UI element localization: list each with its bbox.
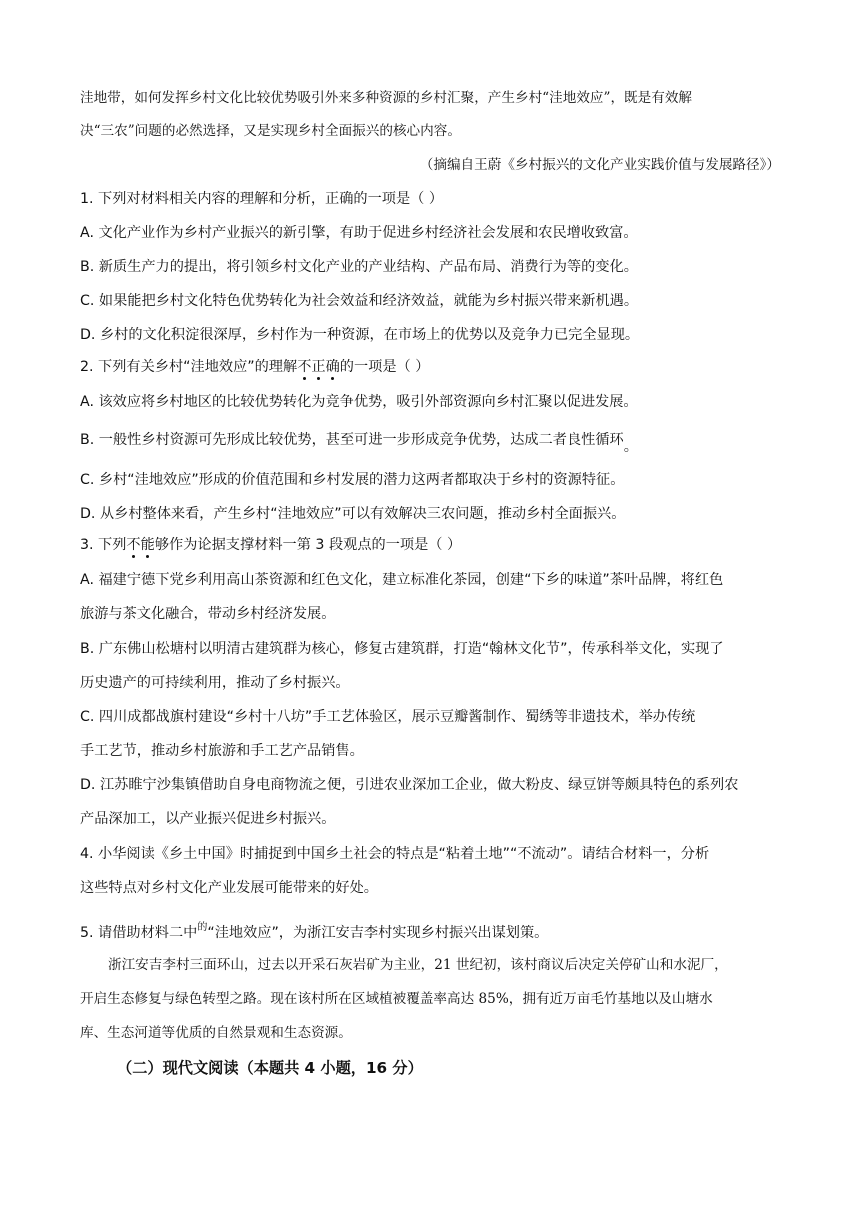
- passage-line: 决“三农”问题的必然选择，又是实现乡村全面振兴的核心内容。: [80, 123, 461, 139]
- stem-text: “洼地效应”，为浙江安吉李村实现乡村振兴出谋划策。: [207, 925, 549, 941]
- question-1-option-d: D. 乡村的文化积淀很深厚，乡村作为一种资源，在市场上的优势以及竞争力已完全显现。: [80, 327, 640, 343]
- question-3-option-c: C. 四川成都战旗村建设“乡村十八坊”手工艺体验区，展示豆瓣酱制作、蜀绣等非遗技术，举办传统: [80, 709, 696, 725]
- stem-text: 够作为论据支撑材料一第 3 段观点的一项是（ ）: [154, 537, 462, 553]
- question-1-option-c: C. 如果能把乡村文化特色优势转化为社会效益和经济效益，就能为乡村振兴带来新机遇。: [80, 293, 639, 309]
- question-5-material: 浙江安吉李村三面环山，过去以开采石灰岩矿为主业，21 世纪初，该村商议后决定关停矿山和水泥厂，: [108, 957, 728, 973]
- question-1-stem: 1. 下列对材料相关内容的理解和分析，正确的一项是（ ）: [80, 191, 444, 207]
- question-5-stem: [80, 918, 548, 943]
- emphasis-char: 能: [140, 537, 155, 553]
- stem-text: 的一项是（ ）: [339, 359, 430, 375]
- emphasis-char: 确: [325, 359, 340, 375]
- stem-text: 3. 下列: [80, 537, 127, 553]
- question-3-option-a: A. 福建宁德下党乡利用高山茶资源和红色文化，建立标准化茶园，创建“下乡的味道”茶叶品牌，将红色: [80, 572, 724, 588]
- question-3-option-c-cont: 手工艺节，推动乡村旅游和手工艺产品销售。: [80, 743, 364, 759]
- question-4-stem: 4. 小华阅读《乡土中国》时捕捉到中国乡土社会的特点是“粘着土地”“不流动”。请结合材料一，分析: [80, 846, 710, 862]
- option-end-mark: 。: [623, 439, 638, 455]
- question-2-option-d: D. 从乡村整体来看，产生乡村“洼地效应”可以有效解决三农问题，推动乡村全面振兴。: [80, 506, 626, 522]
- question-5-material-cont: 开启生态修复与绿色转型之路。现在该村所在区域植被覆盖率高达 85%，拥有近万亩毛竹基地以及山塘水: [80, 991, 713, 1007]
- passage-source: （摘编自王蔚《乡村振兴的文化产业实践价值与发展路径》）: [419, 157, 780, 173]
- question-4-stem-cont: 这些特点对乡村文化产业发展可能带来的好处。: [80, 880, 378, 896]
- emphasis-char: 正: [311, 359, 326, 375]
- question-2-option-b: [80, 430, 638, 455]
- section-heading: （二）现代文阅读（本题共 4 小题，16 分）: [117, 1059, 423, 1077]
- question-1-option-b: B. 新质生产力的提出，将引领乡村文化产业的产业结构、产品布局、消费行为等的变化。: [80, 259, 638, 275]
- passage-line: 洼地带，如何发挥乡村文化比较优势吸引外来多种资源的乡村汇聚，产生乡村“洼地效应”，既是有效解: [80, 90, 693, 106]
- stem-text: 5. 请借助材料二中: [80, 925, 198, 941]
- question-3-option-d-cont: 产品深加工，以产业振兴促进乡村振兴。: [80, 811, 336, 827]
- question-3-option-b: B. 广东佛山松塘村以明清古建筑群为核心，修复古建筑群，打造“翰林文化节”，传承科举文化，实现了: [80, 641, 724, 657]
- option-text: B. 一般性乡村资源可先形成比较优势，甚至可进一步形成竞争优势，达成二者良性循环: [80, 432, 624, 448]
- question-2-stem: [80, 357, 429, 377]
- stem-text: 2. 下列有关乡村“洼地效应”的理解: [80, 359, 298, 375]
- question-5-material-cont: 库、生态河道等优质的自然景观和生态资源。: [80, 1025, 352, 1041]
- question-2-option-a: A. 该效应将乡村地区的比较优势转化为竞争优势，吸引外部资源向乡村汇聚以促进发展。: [80, 394, 638, 410]
- question-3-option-b-cont: 历史遗产的可持续利用，推动了乡村振兴。: [80, 675, 350, 691]
- emphasis-char: 不: [126, 537, 141, 553]
- superscript-char: 的: [197, 922, 208, 933]
- emphasis-char: 不: [297, 359, 312, 375]
- question-3-option-d: D. 江苏睢宁沙集镇借助自身电商物流之便，引进农业深加工企业，做大粉皮、绿豆饼等颇具特色的系列农: [80, 777, 739, 793]
- question-3-stem: [80, 535, 461, 555]
- question-3-option-a-cont: 旅游与茶文化融合，带动乡村经济发展。: [80, 606, 336, 622]
- question-1-option-a: A. 文化产业作为乡村产业振兴的新引擎，有助于促进乡村经济社会发展和农民增收致富。: [80, 225, 638, 241]
- question-2-option-c: C. 乡村“洼地效应”形成的价值范围和乡村发展的潜力这两者都取决于乡村的资源特征。: [80, 472, 625, 488]
